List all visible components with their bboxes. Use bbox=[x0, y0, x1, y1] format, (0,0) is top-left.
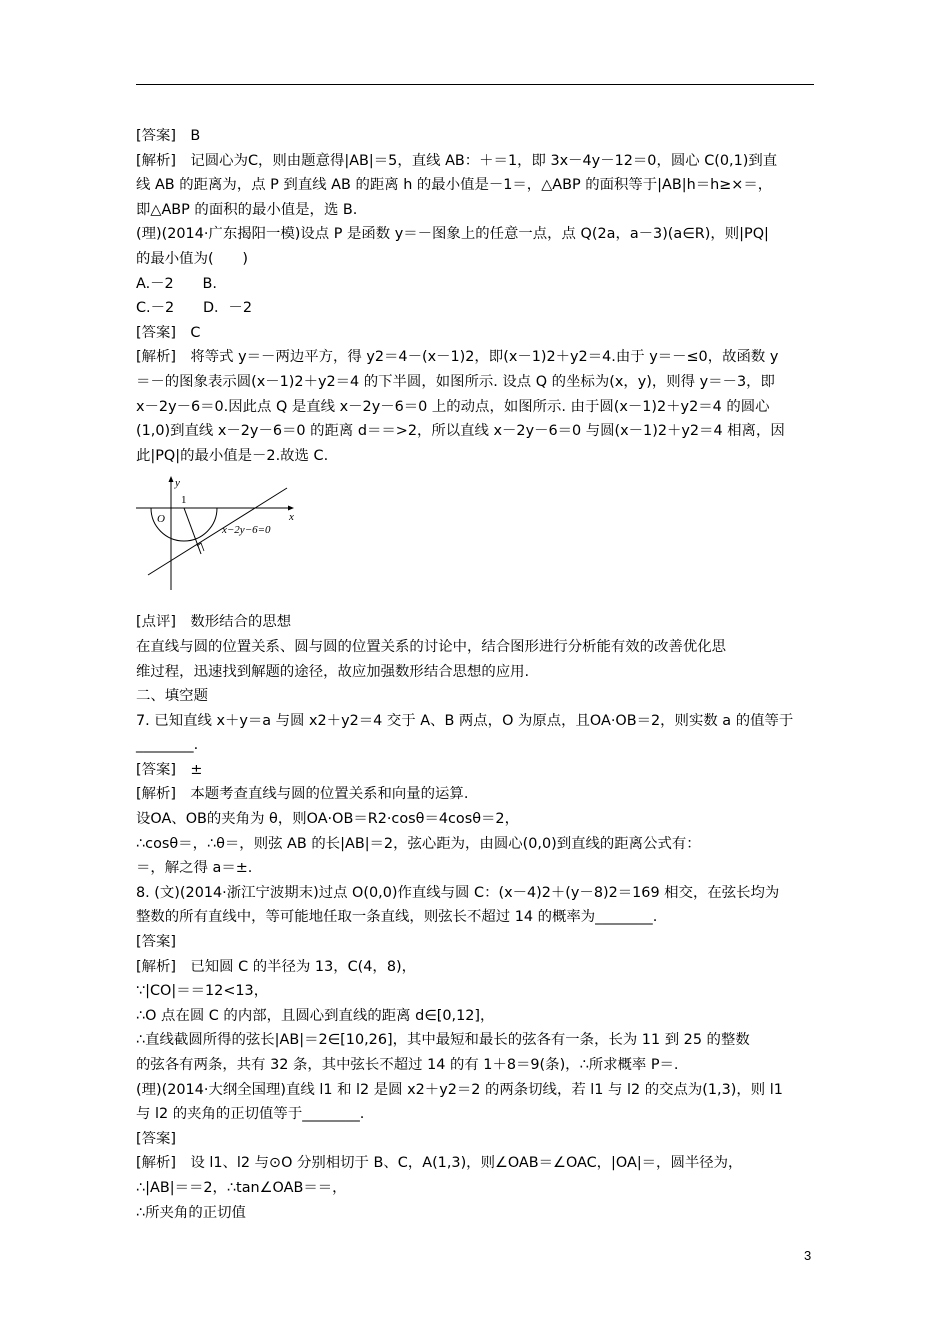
text-line: (1,0)到直线 x－2y－6＝0 的距离 d＝＝>2，所以直线 x－2y－6＝0 与圆(x－1)2＋y2＝4 相离，因 bbox=[136, 423, 785, 440]
origin-label: O bbox=[157, 513, 165, 526]
text-line: 线 AB 的距离为，点 P 到直线 AB 的距离 h 的最小值是－1＝，△ABP 的面积等于|AB|h＝h≥×＝， bbox=[136, 177, 773, 194]
text-line: 在直线与圆的位置关系、圆与圆的位置关系的讨论中，结合图形进行分析能有效的改善优化思 bbox=[136, 638, 727, 655]
text-line: ________. bbox=[136, 737, 199, 754]
tick-one-label: 1 bbox=[181, 494, 187, 507]
text-line: ∵|CO|＝＝12<13， bbox=[136, 983, 269, 1000]
x-axis-label: x bbox=[289, 511, 294, 524]
text-line: x－2y－6＝0.因此点 Q 是直线 x－2y－6＝0 上的动点，如图所示. 由于圆(x－1)2＋y2＝4 的圆心 bbox=[136, 398, 770, 415]
text-line: (理)(2014·大纲全国理)直线 l1 和 l2 是圆 x2＋y2＝2 的两条切线，若 l1 与 l2 的交点为(1,3)，则 l1 bbox=[136, 1081, 783, 1098]
text-line: 二、填空题 bbox=[136, 688, 208, 705]
text-line: ∴直线截圆所得的弦长|AB|＝2∈[10,26]，其中最短和最长的弦各有一条，长为 11 到 25 的整数 bbox=[136, 1032, 750, 1049]
x-axis-arrow bbox=[288, 506, 294, 511]
geometry-figure bbox=[136, 476, 816, 596]
header-rule bbox=[136, 84, 814, 85]
text-line: 整数的所有直线中，等可能地任取一条直线，则弦长不超过 14 的概率为________. bbox=[136, 909, 658, 926]
text-line: ∴所夹角的正切值 bbox=[136, 1204, 246, 1221]
text-line: ∴|AB|＝＝2，∴tan∠OAB＝＝， bbox=[136, 1179, 347, 1196]
text-line: [解析] 设 l1、l2 与⊙O 分别相切于 B、C，A(1,3)，则∠OAB＝∠OAC，|OA|＝，圆半径为， bbox=[136, 1155, 743, 1172]
text-line: ＝，解之得 a＝±. bbox=[136, 860, 253, 877]
text-line: 的最小值为( ) bbox=[136, 250, 248, 267]
page-number: 3 bbox=[804, 1248, 812, 1263]
text-line: 的弦各有两条，共有 32 条，其中弦长不超过 14 的有 1＋8＝9(条)，∴所求概率 P＝. bbox=[136, 1057, 679, 1073]
text-line: 8. (文)(2014·浙江宁波期末)过点 O(0,0)作直线与圆 C：(x－4)2＋(y－8)2＝169 相交，在弦长均为 bbox=[136, 884, 780, 901]
text-line: [答案] bbox=[136, 1130, 177, 1147]
text-line: [答案] C bbox=[136, 324, 201, 341]
text-line: [答案] ± bbox=[136, 761, 203, 778]
text-line: 设OA、OB的夹角为 θ，则OA·OB＝R2·cosθ＝4cosθ＝2， bbox=[136, 811, 519, 828]
text-line: (理)(2014·广东揭阳一模)设点 P 是函数 y＝－图象上的任意一点，点 Q(2a，a－3)(a∈R)，则|PQ| bbox=[136, 226, 769, 243]
text-line: 即△ABP 的面积的最小值是，选 B. bbox=[136, 201, 358, 218]
y-axis-arrow bbox=[169, 476, 174, 482]
document-body bbox=[136, 124, 816, 1225]
text-line: ∴cosθ＝，∴θ＝，则弦 AB 的长|AB|＝2，弦心距为，由圆心(0,0)到直线的距离公式有： bbox=[136, 835, 701, 852]
y-axis-label: y bbox=[175, 477, 180, 490]
text-line: [答案] B bbox=[136, 128, 201, 144]
text-line: ＝－的图象表示圆(x－1)2＋y2＝4 的下半圆，如图所示. 设点 Q 的坐标为(x，y)，则得 y＝－3，即 bbox=[136, 373, 775, 390]
text-block-before-figure bbox=[136, 124, 816, 468]
circle-line-diagram bbox=[136, 476, 306, 596]
text-line: ∴O 点在圆 C 的内部，且圆心到直线的距离 d∈[0,12]， bbox=[136, 1007, 495, 1024]
text-line: [解析] 记圆心为C，则由题意得|AB|＝5，直线 AB：＋＝1，即 3x－4y－12＝0，圆心 C(0,1)到直 bbox=[136, 152, 778, 169]
text-line: 7. 已知直线 x＋y＝a 与圆 x2＋y2＝4 交于 A、B 两点，O 为原点，且OA·OB＝2，则实数 a 的值等于 bbox=[136, 712, 794, 729]
text-block-after-figure bbox=[136, 610, 816, 1225]
line-equation-label: x−2y−6=0 bbox=[222, 524, 271, 537]
text-line: [解析] 本题考查直线与圆的位置关系和向量的运算. bbox=[136, 786, 469, 803]
text-line: [解析] 将等式 y＝－两边平方，得 y2＝4－(x－1)2，即(x－1)2＋y2＝4.由于 y＝－≤0，故函数 y bbox=[136, 349, 779, 366]
text-line: 此|PQ|的最小值是－2.故选 C. bbox=[136, 447, 329, 464]
text-line: C.－2 D．－2 bbox=[136, 300, 252, 317]
text-line: [点评] 数形结合的思想 bbox=[136, 614, 292, 631]
text-line: 维过程，迅速找到解题的途径，故应加强数形结合思想的应用. bbox=[136, 663, 530, 680]
text-line: A.－2 B. bbox=[136, 275, 217, 292]
text-line: 与 l2 的夹角的正切值等于________. bbox=[136, 1106, 365, 1123]
text-line: [解析] 已知圆 C 的半径为 13，C(4，8)， bbox=[136, 958, 416, 975]
text-line: [答案] bbox=[136, 934, 177, 951]
